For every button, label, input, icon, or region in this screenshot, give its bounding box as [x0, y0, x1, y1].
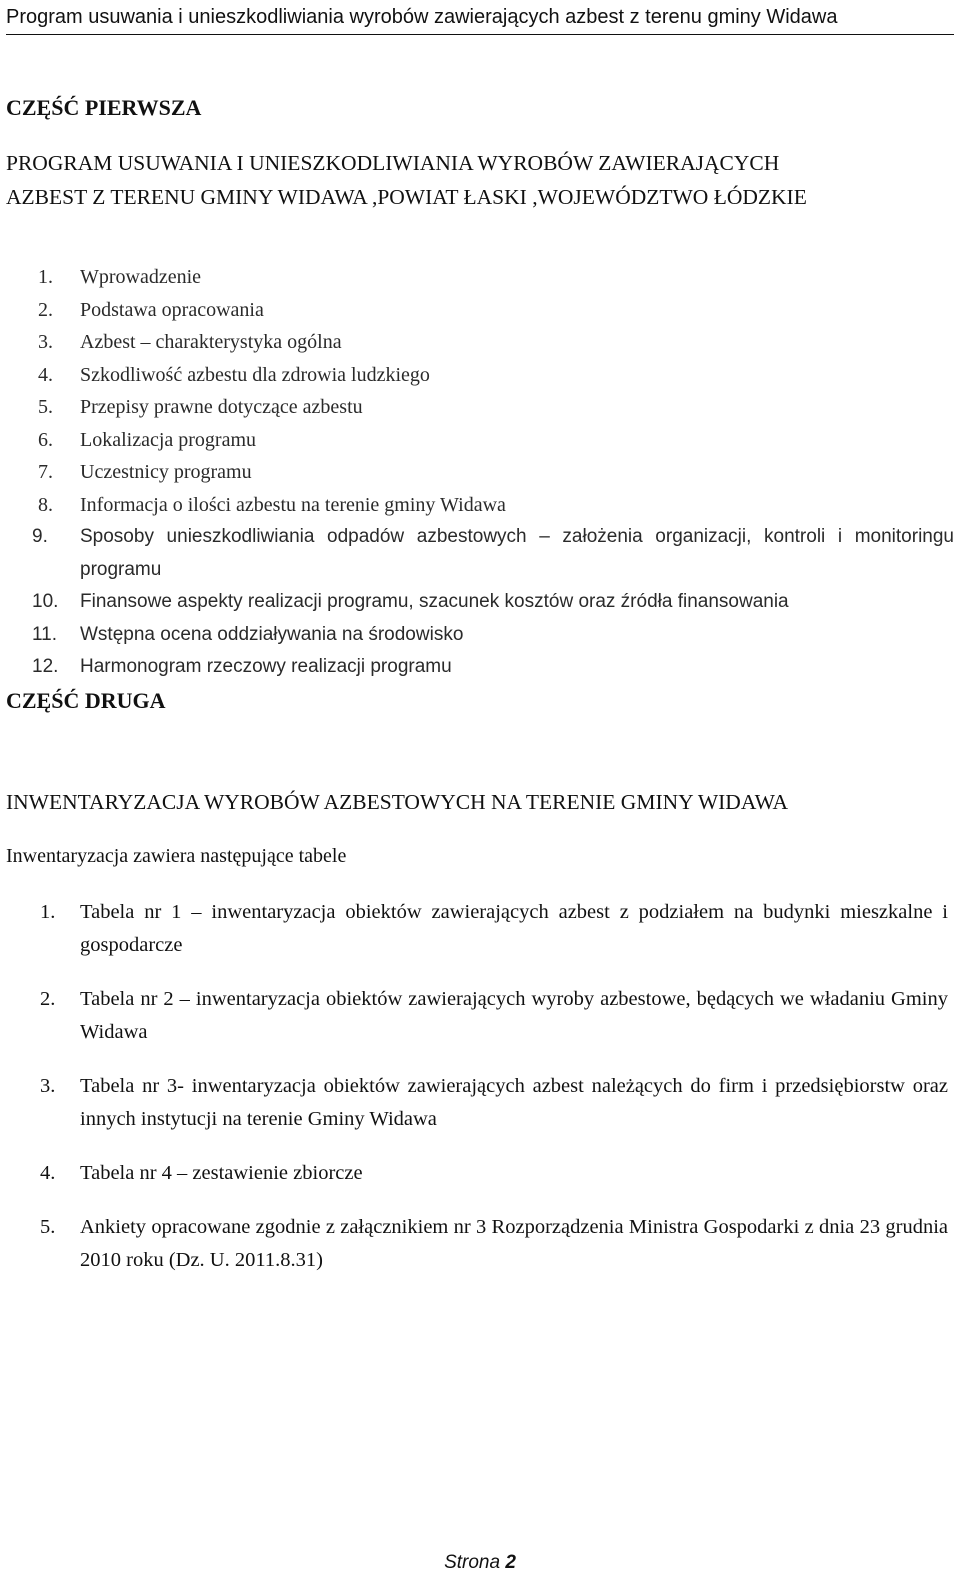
- list-item: [6, 1157, 948, 1190]
- list-item: [6, 896, 948, 962]
- toc-item: [6, 586, 954, 619]
- toc-item: [6, 456, 954, 489]
- toc-item: [6, 489, 954, 522]
- toc-item-text: Lokalizacja programu: [80, 428, 257, 451]
- list-item: [6, 1211, 948, 1277]
- toc-item-number: 11.: [32, 623, 58, 645]
- toc-item-text: Uczestnicy programu: [80, 461, 252, 483]
- toc-item-number: 2.: [38, 298, 53, 321]
- running-header: Program usuwania i unieszkodliwiania wyrobów zawierających azbest z terenu gminy Widawa: [6, 0, 954, 35]
- toc-item: [6, 359, 954, 392]
- toc-item-text: Sposoby unieszkodliwiania odpadów azbestowych – założenia organizacji, kontroli i monitoringu programu: [80, 526, 954, 580]
- page-label: Strona: [444, 1552, 501, 1573]
- page-footer: [0, 1552, 960, 1574]
- toc-item: [6, 294, 954, 327]
- toc-item: [6, 619, 954, 652]
- program-title: [6, 146, 954, 214]
- list-item-number: 4.: [40, 1162, 56, 1184]
- list-item-text: Ankiety opracowane zgodnie z załącznikiem nr 3 Rozporządzenia Ministra Gospodarki z dnia 23 grudnia 2010 roku (Dz. U. 2011.8.31): [80, 1216, 948, 1271]
- inventory-table-list: [6, 896, 948, 1298]
- toc-item-number: 5.: [38, 396, 53, 418]
- toc-item-text: Wstępna ocena oddziaływania na środowisko: [80, 623, 464, 645]
- toc-item-number: 3.: [38, 331, 53, 353]
- toc-item-number: 1.: [38, 266, 53, 288]
- toc-item-text: Finansowe aspekty realizacji programu, szacunek kosztów oraz źródła finansowania: [80, 591, 789, 612]
- list-item-number: 2.: [40, 988, 56, 1010]
- table-of-contents: [6, 261, 954, 684]
- toc-item-number: 6.: [38, 428, 53, 451]
- list-item-number: 1.: [40, 901, 56, 923]
- toc-item: [6, 326, 954, 359]
- page-number: 2: [505, 1552, 516, 1573]
- toc-item-number: 7.: [38, 461, 53, 483]
- program-title-line-2: AZBEST Z TERENU GMINY WIDAWA ,POWIAT ŁASKI ,WOJEWÓDZTWO ŁÓDZKIE: [6, 185, 807, 209]
- list-item-number: 5.: [40, 1216, 56, 1238]
- inventory-intro: Inwentaryzacja zawiera następujące tabele: [6, 845, 347, 867]
- toc-item-number: 12.: [32, 656, 59, 677]
- list-item: [6, 1070, 948, 1136]
- toc-item-text: Szkodliwość azbestu dla zdrowia ludzkiego: [80, 363, 430, 386]
- toc-item-number: 8.: [38, 493, 53, 516]
- toc-item-number: 9.: [32, 526, 48, 547]
- toc-item-text: Harmonogram rzeczowy realizacji programu: [80, 656, 452, 677]
- list-item: [6, 983, 948, 1049]
- toc-item: [6, 521, 954, 586]
- list-item-text: Tabela nr 4 – zestawienie zbiorcze: [80, 1162, 363, 1184]
- toc-item-number: 10.: [32, 591, 59, 612]
- program-title-line-1: PROGRAM USUWANIA I UNIESZKODLIWIANIA WYROBÓW ZAWIERAJĄCYCH: [6, 151, 780, 175]
- toc-item-text: Informacja o ilości azbestu na terenie gminy Widawa: [80, 493, 506, 516]
- toc-item-text: Wprowadzenie: [80, 266, 202, 288]
- toc-item-text: Przepisy prawne dotyczące azbestu: [80, 396, 363, 418]
- list-item-number: 3.: [40, 1075, 56, 1097]
- toc-item-text: Azbest – charakterystyka ogólna: [80, 331, 342, 353]
- part-two-heading: CZĘŚĆ DRUGA: [6, 688, 166, 713]
- part-one-heading: CZĘŚĆ PIERWSZA: [6, 95, 202, 120]
- toc-item: [6, 424, 954, 457]
- toc-item-text: Podstawa opracowania: [80, 298, 264, 321]
- toc-item-number: 4.: [38, 363, 53, 386]
- list-item-text: Tabela nr 1 – inwentaryzacja obiektów zawierających azbest z podziałem na budynki mieszkalne i gospodarcze: [80, 901, 948, 956]
- list-item-text: Tabela nr 3- inwentaryzacja obiektów zawierających azbest należących do firm i przedsiębiorstw oraz innych instytucji na terenie Gminy Widawa: [80, 1075, 948, 1130]
- list-item-text: Tabela nr 2 – inwentaryzacja obiektów zawierających wyroby azbestowe, będących we władaniu Gminy Widawa: [80, 988, 948, 1043]
- toc-item: [6, 391, 954, 424]
- inventory-title: INWENTARYZACJA WYROBÓW AZBESTOWYCH NA TERENIE GMINY WIDAWA: [6, 790, 789, 814]
- toc-item: [6, 261, 954, 294]
- toc-item: [6, 651, 954, 684]
